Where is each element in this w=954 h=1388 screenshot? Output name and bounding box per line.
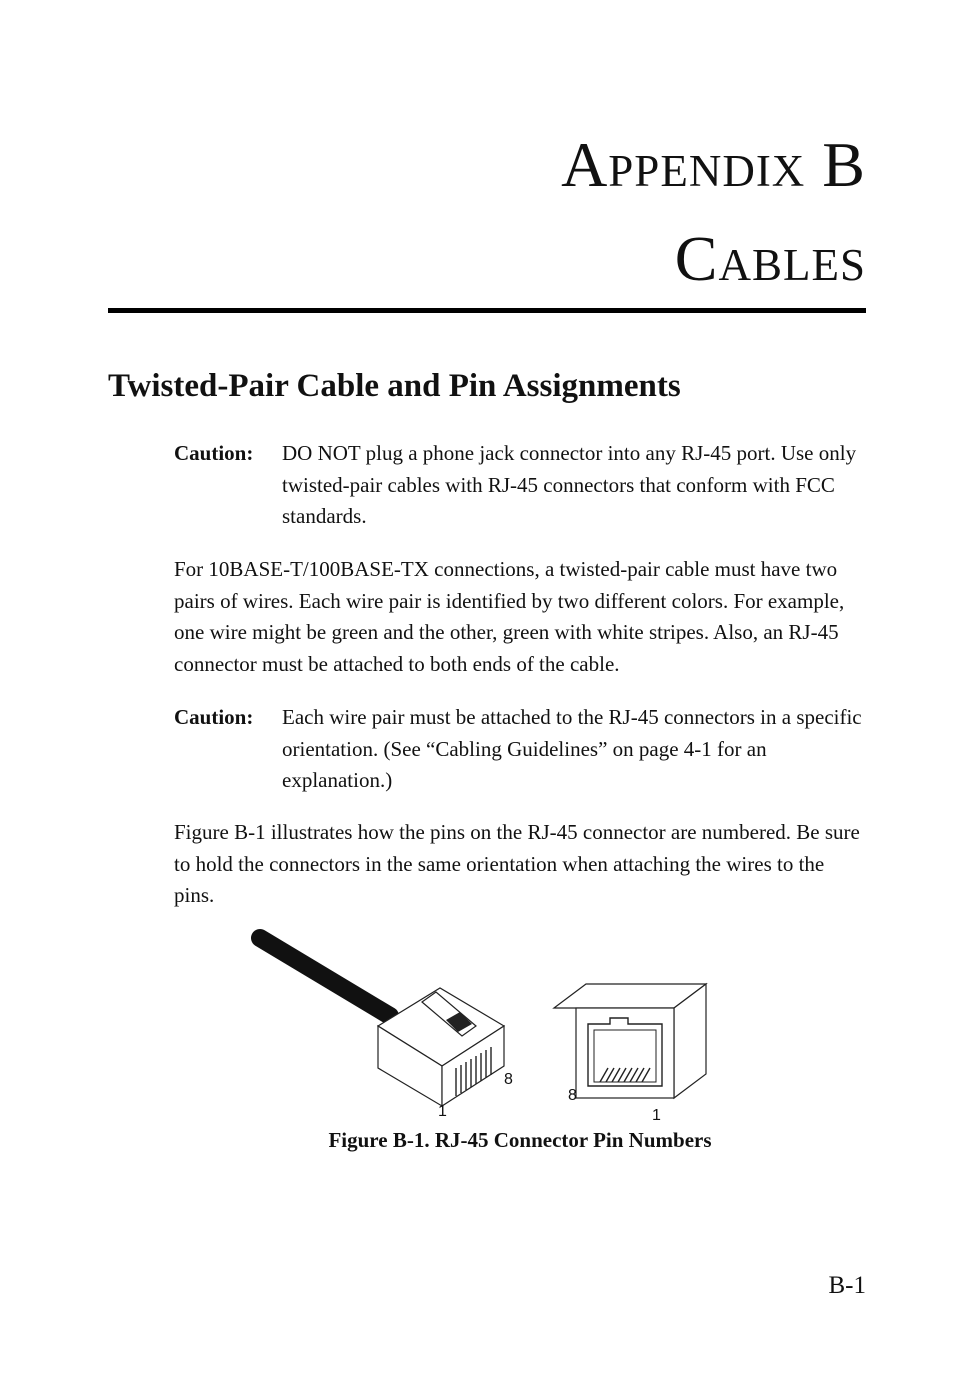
title-rule (108, 308, 866, 313)
caution-label: Caution: (174, 441, 254, 465)
jack-pin-8-label: 8 (568, 1087, 577, 1104)
jack-pin-1-label: 1 (652, 1107, 661, 1124)
page-number: B-1 (828, 1272, 866, 1299)
rj45-illustration (250, 926, 710, 1126)
plug-pin-8-label: 8 (504, 1071, 513, 1088)
appendix-title (561, 118, 866, 306)
appendix-label: Appendix B (561, 129, 866, 200)
cable (260, 938, 390, 1016)
caution-label: Caution: (174, 705, 254, 729)
jack-opening (588, 1018, 662, 1086)
section-heading: Twisted-Pair Cable and Pin Assignments (108, 368, 681, 404)
caution-note-1 (174, 438, 866, 533)
caution-note-2 (174, 702, 866, 797)
body-paragraph-1: For 10BASE-T/100BASE-TX connections, a twisted-pair cable must have two pairs of wires. Each wire pair is identified by two different colors. For example, one wire might be green and the other, green with white stripes. Also, an RJ-45 connector must be attached to both ends of the cable. (174, 557, 845, 676)
body-paragraph-2: Figure B-1 illustrates how the pins on the RJ-45 connector are numbered. Be sure to hold the connectors in the same orientation when attaching the wires to the pins. (174, 820, 860, 907)
figure-caption: Figure B-1. RJ-45 Connector Pin Numbers (328, 1128, 712, 1152)
rj45-plug-illustration (260, 938, 513, 1120)
plug-pin-1-label: 1 (438, 1103, 447, 1120)
caution-text: Each wire pair must be attached to the RJ-45 connectors in a specific orientation. (See “Cabling Guidelines” on page 4-1 for an explanation.) (282, 705, 862, 792)
caution-text: DO NOT plug a phone jack connector into any RJ-45 port. Use only twisted-pair cables with RJ-45 connectors that conform with FCC standards. (282, 441, 857, 528)
rj45-figure (250, 926, 710, 1126)
chapter-title: Cables (674, 223, 866, 294)
rj45-jack-illustration (554, 984, 706, 1124)
